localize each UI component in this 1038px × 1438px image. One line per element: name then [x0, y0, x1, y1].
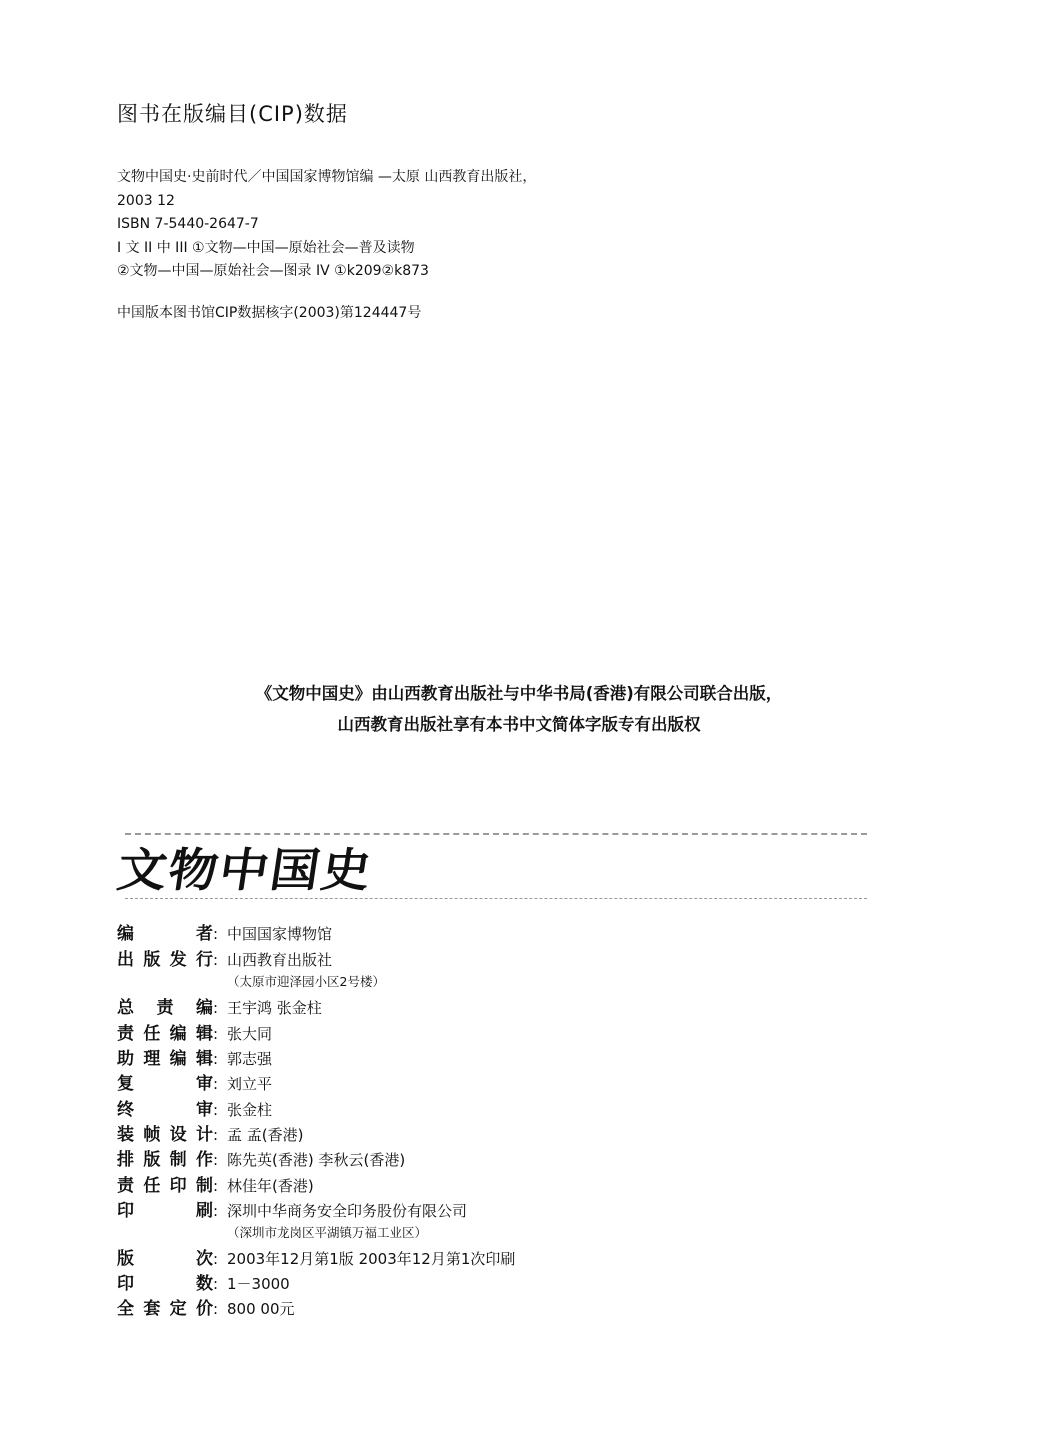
- credit-address: （深圳市龙岗区平湖镇万福工业区）: [227, 1225, 428, 1240]
- credit-value: 郭志强: [227, 1050, 273, 1068]
- credit-row: [117, 1095, 877, 1120]
- credit-value: 山西教育出版社: [227, 951, 333, 969]
- credit-row: [117, 993, 877, 1019]
- credit-label: 版次: [117, 1249, 213, 1269]
- credit-label: 复审: [117, 1074, 213, 1094]
- credit-label: 责任编辑: [117, 1024, 213, 1044]
- credit-row: [117, 1019, 877, 1044]
- cip-line-date: 2003 12: [117, 192, 175, 209]
- credit-label: 印数: [117, 1274, 213, 1294]
- credit-row: [117, 1120, 877, 1145]
- credit-colon: :: [213, 1275, 219, 1293]
- credit-colon: :: [213, 1202, 219, 1220]
- credit-row: [117, 1171, 877, 1196]
- credit-row: [117, 1069, 877, 1095]
- credit-colon: :: [213, 1101, 219, 1119]
- credit-value: 刘立平: [227, 1075, 273, 1093]
- credit-row: [117, 1145, 877, 1171]
- credit-value: 中国国家博物馆: [227, 925, 333, 943]
- credit-address: （太原市迎泽园小区2号楼）: [227, 974, 385, 989]
- divider-top: [125, 833, 867, 835]
- credit-label: 全套定价: [117, 1299, 213, 1319]
- credit-label: 印刷: [117, 1201, 213, 1221]
- credit-label: 终审: [117, 1100, 213, 1120]
- credit-value: 2003年12月第1版 2003年12月第1次印刷: [227, 1250, 516, 1268]
- credit-colon: :: [213, 1075, 219, 1093]
- copyright-line-1: 《文物中国史》由山西教育出版社与中华书局(香港)有限公司联合出版，: [255, 684, 783, 703]
- credit-colon: :: [213, 1151, 219, 1169]
- series-logo: [113, 843, 384, 897]
- credit-value: 林佳年(香港): [227, 1177, 314, 1195]
- credit-colon: :: [213, 1126, 219, 1144]
- cip-heading: 图书在版编目(CIP)数据: [117, 102, 348, 126]
- divider-bottom: [125, 898, 867, 899]
- credit-colon: :: [213, 999, 219, 1017]
- credit-colon: :: [213, 1177, 219, 1195]
- credit-label: 出版发行: [117, 950, 213, 970]
- credit-colon: :: [213, 1025, 219, 1043]
- cip-line-subjects-2: ②文物—中国—原始社会—图录 IV ①k209②k873: [117, 263, 429, 279]
- credit-value: 深圳中华商务安全印务股份有限公司: [227, 1202, 468, 1220]
- credit-row: [117, 1269, 877, 1294]
- credits-list: [117, 919, 877, 1319]
- credit-row: [117, 1196, 877, 1222]
- credit-colon: :: [213, 925, 219, 943]
- credit-row: [117, 919, 877, 945]
- credit-label: 装帧设计: [117, 1125, 213, 1145]
- credit-label: 排版制作: [117, 1150, 213, 1170]
- credit-colon: :: [213, 1250, 219, 1268]
- credit-label: 总责编: [117, 998, 213, 1018]
- credit-label: 责任印制: [117, 1176, 213, 1196]
- cip-record: [117, 166, 536, 284]
- copyright-line-2: 山西教育出版社享有本书中文简体字版专有出版权: [337, 715, 701, 734]
- credit-value: 1－3000: [227, 1275, 290, 1293]
- credit-colon: :: [213, 951, 219, 969]
- credit-label: 助理编辑: [117, 1049, 213, 1069]
- credit-row: [117, 1244, 877, 1269]
- credit-value: 800 00元: [227, 1300, 295, 1318]
- cip-line-subjects-1: I 文 II 中 III ①文物—中国—原始社会—普及读物: [117, 239, 415, 256]
- credit-label: 编者: [117, 924, 213, 944]
- series-logo-text: 文物中国史: [113, 843, 377, 897]
- credit-colon: :: [213, 1050, 219, 1068]
- credit-row: [117, 1044, 877, 1069]
- copyright-statement: [0, 678, 1038, 740]
- credit-value: 张金柱: [227, 1101, 273, 1119]
- credit-colon: :: [213, 1300, 219, 1318]
- credit-value: 陈先英(香港) 李秋云(香港): [227, 1151, 406, 1169]
- credit-value: 孟 孟(香港): [227, 1126, 304, 1144]
- cip-record-number: 中国版本图书馆CIP数据核字(2003)第124447号: [117, 305, 422, 321]
- credit-value: 王宇鸿 张金柱: [227, 999, 322, 1017]
- cip-line-title: 文物中国史·史前时代／中国国家博物馆编 —太原 山西教育出版社，: [117, 169, 537, 185]
- credit-row: [117, 1294, 877, 1319]
- cip-line-isbn: ISBN 7-5440-2647-7: [117, 216, 259, 232]
- credit-row: [117, 945, 877, 971]
- credit-value: 张大同: [227, 1025, 273, 1043]
